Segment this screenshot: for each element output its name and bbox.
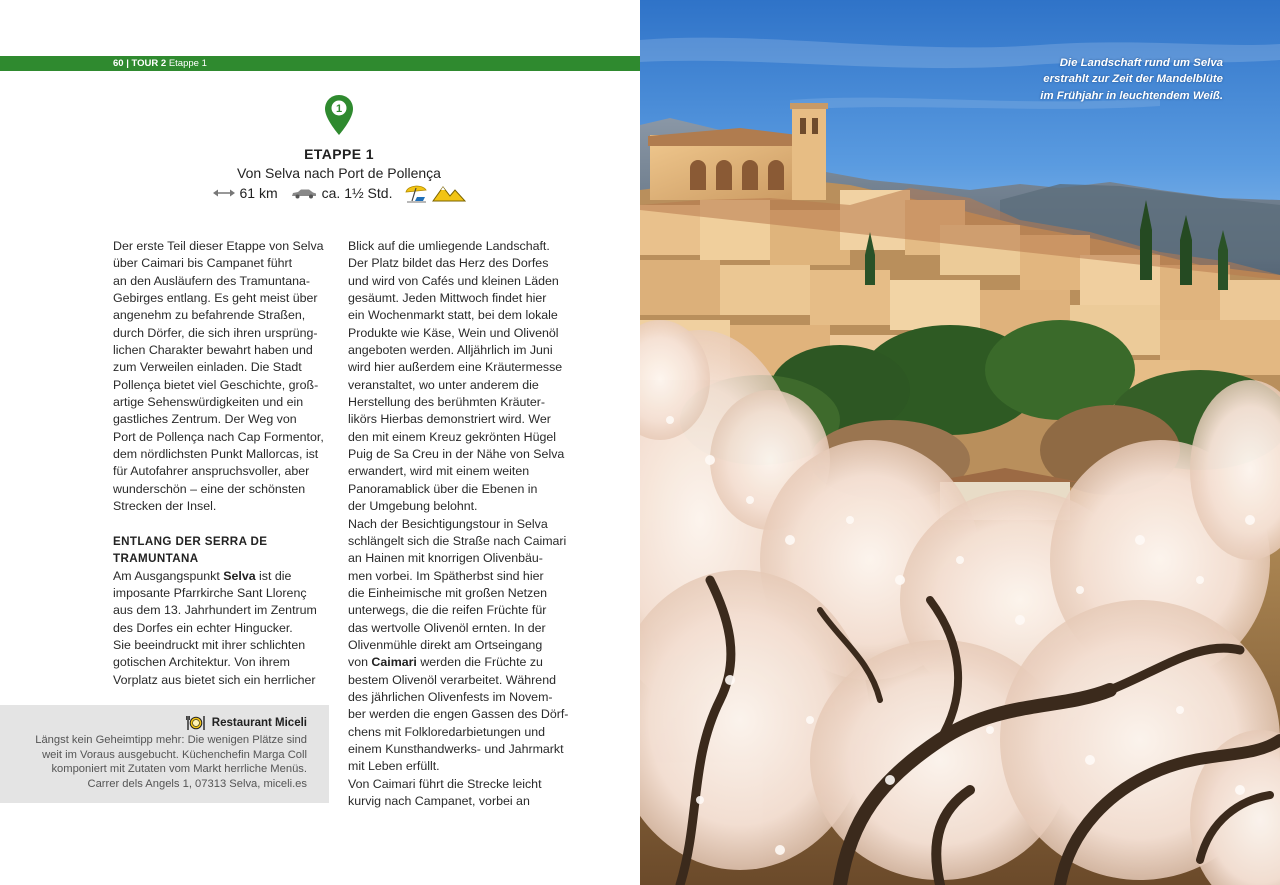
body-line: für Autofahrer anspruchsvoller, aber [113,464,310,479]
body-line: veranstaltet, wo unter anderem die [348,377,539,392]
stage-title: ETAPPE 1 [304,146,374,162]
body-line: Herstellung des berühmten Kräuter- [348,395,545,410]
info-box-text [22,733,307,791]
body-line: wunderschön – eine der schönsten [113,481,306,496]
page-number: 60 [113,58,124,69]
body-line: Blick auf die umliegende Landschaft. [348,239,550,253]
body-line: Strecken der Insel. [113,499,217,514]
body-line: an den Ausläufern des Tramuntana- [113,273,311,288]
restaurant-plate-icon [186,715,206,731]
body-line: des Dorfes ein echter Hingucker. [113,620,293,635]
body-line: ber werden die engen Gassen des Dörf- [348,707,569,722]
body-line: Produkte wie Käse, Wein und Olivenöl [348,325,559,340]
header-separator: | [123,58,132,69]
stage-badge-number: 1 [335,103,343,115]
body-line: Von Caimari führt die Strecke leicht [348,776,542,791]
body-line: wird hier außerdem eine Kräutermesse [348,360,563,375]
body-line: Port de Pollença nach Cap Formentor, [113,429,324,444]
body-line: Olivenmühle direkt am Ortseingang [348,637,543,652]
body-line: kurvig nach Campanet, vorbei an [348,794,530,808]
body-line: ein Wochenmarkt statt, bei dem lokale [348,308,558,323]
body-line: Nach der Besichtigungstour in Selva [348,516,548,531]
body-line: gotischen Architektur. Von ihrem [113,655,291,670]
body-line: zum Verweilen einladen. Die Stadt [113,360,302,375]
body-line: den mit einem Kreuz gekrönten Hügel [348,429,557,444]
stage-header [0,94,678,203]
beach-umbrella-icon [404,183,428,203]
text-column-right [348,238,568,810]
body-line: chens mit Folkloredarbietungen und [348,724,545,739]
restaurant-name: Restaurant Miceli [211,717,307,729]
body-line: einem Kunsthandwerks- und Jahrmarkt [348,741,564,756]
info-line: Carrer dels Angels 1, 07313 Selva, miceli.es [87,777,307,790]
body-line: bestem Olivenöl verarbeitet. Während [348,672,556,687]
stage-distance: 61 km [239,185,278,201]
body-line: unterwegs, die die reifen Früchte für [348,603,547,618]
body-line: Der erste Teil dieser Etappe von Selva [113,239,324,253]
body-line: durch Dörfer, die sich ihren ursprüng- [113,325,318,340]
body-line: artige Sehenswürdigkeiten und ein [113,395,304,410]
body-line: lichen Charakter bewahrt haben und [113,343,313,358]
body-line: des jährlichen Olivenfests im Novem- [348,689,553,704]
body-line: die Einheimische mit großen Netzen [348,585,548,600]
map-pin-icon [324,94,354,136]
caption-line: im Frühjahr in leuchtendem Weiß. [1040,89,1223,102]
body-line: Vorplatz aus bietet sich ein herrlicher [113,672,316,687]
restaurant-info-box [0,705,329,803]
body-line: dem nördlichsten Punkt Mallorcas, ist [113,447,319,462]
arrows-distance-icon [212,188,236,198]
car-icon [290,188,318,199]
body-line: angeboten werden. Alljährlich im Juni [348,343,553,358]
photo-caption [1040,55,1223,104]
place-name-caimari: Caimari [371,655,417,670]
body-line: Pollença bietet viel Geschichte, groß- [113,377,319,392]
tour-label: TOUR 2 [131,58,167,69]
body-line: von Caimari werden die Früchte zu [348,655,543,670]
body-line: gastliches Zentrum. Der Weg von [113,412,297,427]
mountains-icon [432,184,466,202]
stage-label: Etappe 1 [166,58,207,69]
caption-line: erstrahlt zur Zeit der Mandelblüte [1043,73,1223,86]
village-landscape-photo [640,0,1280,885]
body-line: mit Leben erfüllt. [348,759,440,774]
stage-meta [0,183,678,203]
body-line: angenehm zu befahrende Straßen, [113,308,306,323]
body-line: Panoramablick über die Ebenen in [348,481,538,496]
header-bar [0,56,640,71]
body-line: Sie beeindruckt mit ihrer schlichten [113,637,306,652]
info-line: komponiert mit Zutaten vom Markt herrliche Menüs. [51,763,307,775]
photo-page [640,0,1280,885]
body-line: Gebirges entlang. Es geht meist über [113,291,318,306]
body-line: schlängelt sich die Straße nach Caimari [348,533,567,548]
info-line: weit im Voraus ausgebucht. Küchenchefin Marga Coll [42,748,307,761]
body-line: imposante Pfarrkirche Sant Llorenç [113,585,307,600]
body-line: Am Ausgangspunkt Selva ist die [113,568,292,583]
body-line: erwandert, wird mit einem weiten [348,464,530,479]
body-line: das wertvolle Olivenöl ernten. In der [348,620,546,635]
stage-duration: ca. 1½ Std. [321,185,393,201]
body-line: der Umgebung belohnt. [348,499,478,514]
body-line: likörs Hierbas demonstriert wird. Wer [348,412,551,427]
text-column-left [113,238,343,689]
body-line: über Caimari bis Campanet führt [113,256,293,271]
place-name-selva: Selva [223,568,256,583]
section-heading: TRAMUNTANA [113,552,199,566]
body-line: und wird von Cafés und kleinen Läden [348,273,559,288]
info-box-title [22,715,307,731]
caption-line: Die Landschaft rund um Selva [1059,57,1223,69]
stage-subtitle: Von Selva nach Port de Pollença [237,165,441,181]
body-line: an Hainen mit knorrigen Olivenbäu- [348,551,543,566]
body-line: Puig de Sa Creu in der Nähe von Selva [348,447,565,462]
body-line: Der Platz bildet das Herz des Dorfes [348,256,549,271]
body-line: men vorbei. Im Spätherbst sind hier [348,568,544,583]
body-line: aus dem 13. Jahrhundert im Zentrum [113,603,317,618]
info-line: Längst kein Geheimtipp mehr: Die wenigen Plätze sind [35,734,307,746]
body-line: gesäumt. Jeden Mittwoch findet hier [348,291,547,306]
section-heading: ENTLANG DER SERRA DE [113,534,268,548]
